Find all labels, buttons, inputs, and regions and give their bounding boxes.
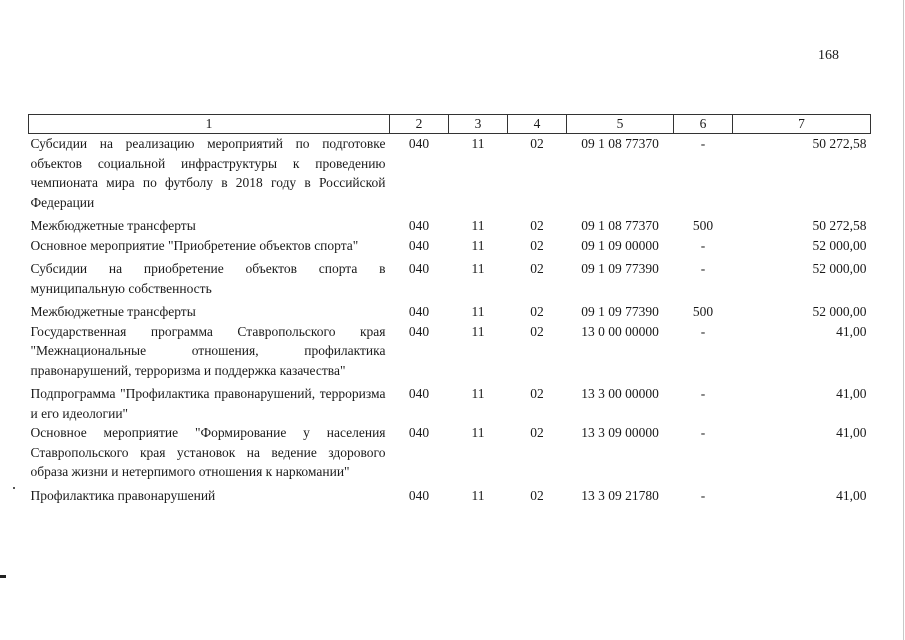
- scan-dot: [13, 487, 15, 489]
- row-rz: 11: [471, 323, 485, 339]
- row-vr: 500: [692, 218, 714, 233]
- row-pr: 02: [530, 425, 544, 440]
- header-col-4: 4: [508, 115, 567, 134]
- row-csr: 09 1 08 77370: [581, 136, 659, 151]
- table-row: [29, 486, 871, 506]
- row-rz: 11: [471, 386, 485, 401]
- row-name: Государственная программа Ставропольского края "Межнациональные отношения, профилактика правонарушений, терроризма и поддержка казачества": [30, 323, 386, 378]
- row-csr: 09 1 09 77390: [581, 304, 659, 319]
- table-row: [29, 384, 871, 423]
- row-name: Субсидии на реализацию мероприятий по подготовке объектов социальной инфраструктуры к проведению чемпионата мира по футболу в 2018 году в Российской Федерации: [30, 136, 386, 210]
- row-pr: 02: [530, 487, 544, 503]
- row-vr: -: [700, 323, 706, 339]
- row-name: Основное мероприятие "Приобретение объектов спорта": [30, 237, 359, 253]
- row-sum: 41,00: [836, 386, 867, 401]
- row-name: Основное мероприятие "Формирование у населения Ставропольского края установок на ведение здорового образа жизни и нетерпимого отношения к наркомании": [30, 425, 386, 479]
- row-sum: 41,00: [836, 487, 867, 503]
- row-rz: 11: [471, 487, 485, 503]
- row-name: Субсидии на приобретение объектов спорта в муниципальную собственность: [30, 261, 386, 296]
- table-row: [29, 236, 871, 260]
- row-ved: 040: [408, 304, 430, 319]
- row-name: Межбюджетные трансферты: [30, 218, 196, 233]
- table-header: [29, 115, 871, 134]
- header-col-5: 5: [567, 115, 674, 134]
- page-edge-line: [903, 0, 904, 640]
- row-pr: 02: [530, 304, 544, 319]
- row-vr: 500: [692, 304, 714, 319]
- table-row: [29, 134, 871, 217]
- header-col-6: 6: [674, 115, 733, 134]
- header-col-3: 3: [449, 115, 508, 134]
- row-sum: 52 000,00: [812, 261, 867, 276]
- row-csr: 09 1 09 77390: [581, 261, 659, 276]
- row-rz: 11: [471, 425, 485, 440]
- row-sum: 52 000,00: [812, 237, 867, 253]
- row-ved: 040: [408, 425, 430, 440]
- row-rz: 11: [471, 237, 485, 253]
- header-col-7: 7: [733, 115, 871, 134]
- table-row: [29, 322, 871, 385]
- row-sum: 50 272,58: [812, 136, 867, 151]
- table-row: [29, 423, 871, 486]
- header-col-1: 1: [29, 115, 390, 134]
- scan-mark: [0, 575, 6, 578]
- row-sum: 50 272,58: [812, 218, 867, 233]
- table-row: [29, 259, 871, 302]
- row-csr: 13 3 09 00000: [581, 425, 659, 440]
- row-sum: 52 000,00: [812, 304, 867, 319]
- row-ved: 040: [408, 136, 430, 151]
- row-ved: 040: [408, 323, 430, 339]
- table-row: [29, 216, 871, 236]
- row-vr: -: [700, 261, 706, 276]
- budget-table: [28, 114, 871, 505]
- row-csr: 13 0 00 00000: [581, 323, 659, 339]
- row-vr: -: [700, 237, 706, 253]
- row-pr: 02: [530, 136, 544, 151]
- row-ved: 040: [408, 386, 430, 401]
- row-rz: 11: [471, 136, 485, 151]
- row-rz: 11: [471, 261, 485, 276]
- row-vr: -: [700, 136, 706, 151]
- row-ved: 040: [408, 261, 430, 276]
- row-pr: 02: [530, 261, 544, 276]
- row-csr: 13 3 00 00000: [581, 386, 659, 401]
- header-col-2: 2: [390, 115, 449, 134]
- row-pr: 02: [530, 323, 544, 339]
- table-row: [29, 302, 871, 322]
- row-ved: 040: [408, 218, 430, 233]
- row-csr: 09 1 09 00000: [581, 237, 659, 253]
- row-sum: 41,00: [836, 425, 867, 440]
- row-name: Профилактика правонарушений: [30, 487, 216, 503]
- row-name: Межбюджетные трансферты: [30, 304, 196, 319]
- row-ved: 040: [408, 237, 430, 253]
- row-pr: 02: [530, 218, 544, 233]
- row-rz: 11: [471, 304, 485, 319]
- row-ved: 040: [408, 487, 430, 503]
- row-csr: 13 3 09 21780: [581, 487, 659, 503]
- row-pr: 02: [530, 237, 544, 253]
- row-vr: -: [700, 386, 706, 401]
- row-sum: 41,00: [836, 323, 867, 339]
- row-rz: 11: [471, 218, 485, 233]
- page-number: 168: [818, 48, 839, 63]
- row-name: Подпрограмма "Профилактика правонарушений, терроризма и его идеологии": [30, 386, 386, 421]
- row-vr: -: [700, 487, 706, 503]
- row-pr: 02: [530, 386, 544, 401]
- row-vr: -: [700, 425, 706, 440]
- row-csr: 09 1 08 77370: [581, 218, 659, 233]
